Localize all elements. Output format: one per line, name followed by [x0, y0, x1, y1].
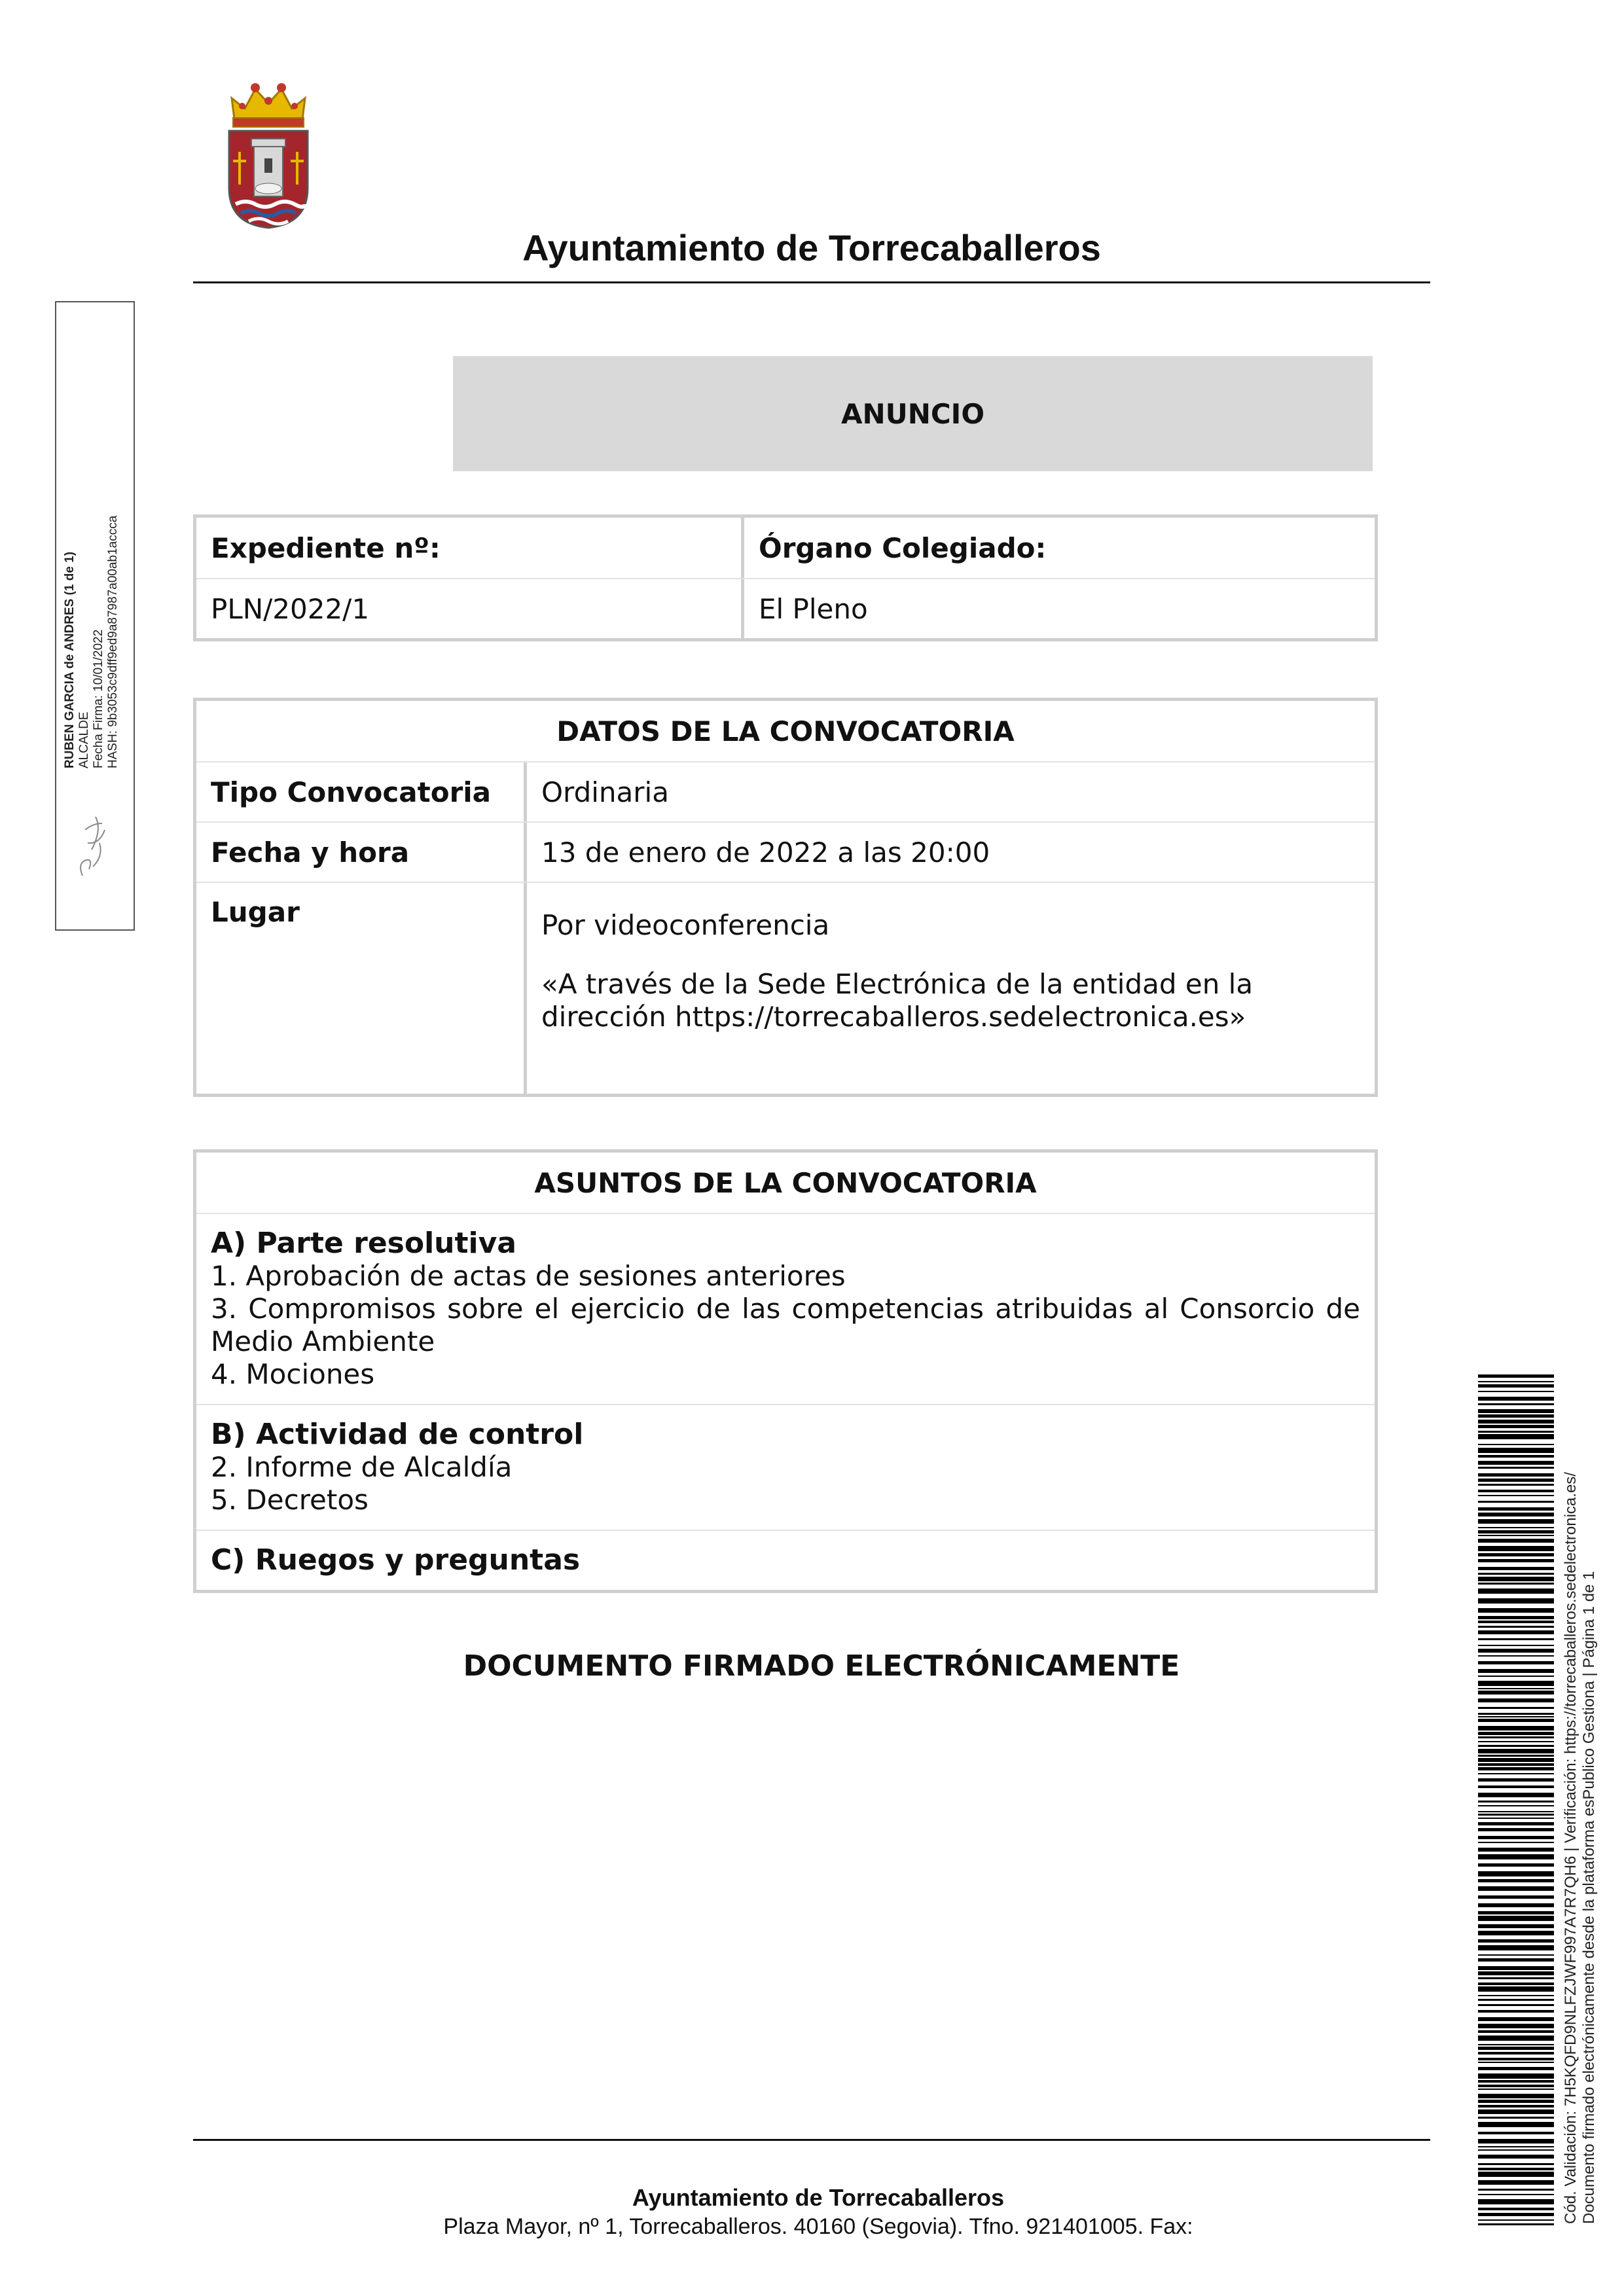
barcode-bar — [1478, 1879, 1554, 1882]
barcode-bar — [1478, 1448, 1554, 1453]
barcode-bar — [1478, 1931, 1554, 1935]
fecha-label: Fecha y hora — [211, 836, 410, 869]
footer-title: Ayuntamiento de Torrecaballeros — [632, 2184, 1005, 2211]
barcode-bar — [1478, 2155, 1554, 2159]
barcode-bar — [1478, 1793, 1554, 1797]
barcode-bar — [1478, 2172, 1554, 2177]
validation-platform: Documento firmado electrónicamente desde la plataforma esPublico Gestiona | Página 1 de 1 — [1580, 1571, 1598, 2224]
barcode-bar — [1478, 1736, 1554, 1738]
firmado-notice: DOCUMENTO FIRMADO ELECTRÓNICAMENTE — [463, 1649, 1180, 1683]
barcode-bar — [1478, 2073, 1554, 2079]
barcode-bar — [1478, 1403, 1554, 1405]
barcode-bar — [1478, 1801, 1554, 1803]
barcode-bar — [1478, 2058, 1554, 2060]
barcode-bar — [1478, 1811, 1554, 1812]
barcode-bar — [1478, 2132, 1554, 2134]
barcode-bar — [1478, 1553, 1554, 1556]
barcode-bar — [1478, 1577, 1554, 1581]
barcode-bar — [1478, 1649, 1554, 1653]
barcode-bar — [1478, 2067, 1554, 2070]
barcode-bar — [1478, 1567, 1554, 1570]
barcode-bar — [1478, 1716, 1554, 1717]
barcode-bar — [1478, 1785, 1554, 1788]
barcode-bar — [1478, 1484, 1554, 1486]
barcode-bar — [1478, 1698, 1554, 1702]
signature-hash: HASH: 9b3053c9dff9ed9a87987a00ab1accca — [106, 515, 120, 768]
barcode-bar — [1478, 2180, 1554, 2185]
barcode-bar — [1478, 1461, 1554, 1465]
barcode-bar — [1478, 1707, 1554, 1709]
barcode-bar — [1478, 1818, 1554, 1819]
barcode-bar — [1478, 1745, 1554, 1747]
barcode-bar — [1478, 1911, 1554, 1914]
barcode-bar — [1478, 1374, 1554, 1378]
barcode-bar — [1478, 2223, 1554, 2225]
barcode-bar — [1478, 1630, 1554, 1634]
validation-code: Cód. Validación: 7H5KQFD9NLFZJWF997A7R7QH6 | Verificación: https://torrecaballeros.sedelectronica.es/ — [1562, 1472, 1579, 2224]
barcode-bar — [1478, 1455, 1554, 1458]
signer-role: ALCALDE — [77, 711, 91, 768]
barcode-bar — [1478, 1501, 1554, 1503]
barcode-bar — [1478, 1945, 1554, 1950]
barcode-bar — [1478, 1903, 1554, 1907]
barcode-bar — [1478, 1507, 1554, 1511]
barcode-bar — [1478, 2036, 1554, 2041]
barcode-bar — [1478, 2117, 1554, 2119]
expediente-table — [193, 514, 1378, 641]
barcode-bar — [1478, 2219, 1554, 2221]
coat-of-arms-icon — [223, 73, 314, 230]
footer-address: Plaza Mayor, nº 1, Torrecaballeros. 40160 (Segovia). Tfno. 921401005. Fax: — [443, 2214, 1193, 2239]
barcode-bar — [1478, 2199, 1554, 2204]
barcode-bar — [1478, 1842, 1554, 1843]
barcode-bar — [1478, 1381, 1554, 1382]
barcode-bar — [1478, 1691, 1554, 1695]
header-title: Ayuntamiento de Torrecaballeros — [522, 227, 1101, 268]
barcode-bar — [1478, 1895, 1554, 1899]
barcode-bar — [1478, 1431, 1554, 1433]
barcode-bar — [1478, 1999, 1554, 2001]
barcode-bar — [1478, 1559, 1554, 1562]
barcode-bar — [1478, 2213, 1554, 2216]
barcode-bar — [1478, 1713, 1554, 1715]
barcode-bar — [1478, 1814, 1554, 1816]
asunto-section-c — [196, 1530, 1375, 1590]
barcode-bar — [1478, 1513, 1554, 1516]
asunto-section-b — [196, 1404, 1375, 1530]
barcode-bar — [1478, 1519, 1554, 1524]
expediente-label: Expediente nº: — [211, 531, 441, 564]
header-divider — [193, 281, 1430, 283]
barcode-bar — [1478, 1726, 1554, 1731]
barcode-bar — [1478, 1971, 1554, 1975]
barcode-bar — [1478, 1886, 1554, 1891]
barcode-bar — [1478, 2146, 1554, 2147]
barcode-bar — [1478, 1863, 1554, 1867]
barcode-bar — [1478, 1598, 1554, 1604]
section-heading: B) Actividad de control — [211, 1418, 584, 1451]
barcode-bar — [1478, 2047, 1554, 2050]
section-heading: C) Ruegos y preguntas — [211, 1543, 581, 1577]
barcode-bar — [1478, 2208, 1554, 2210]
tipo-label: Tipo Convocatoria — [211, 776, 492, 808]
barcode-bar — [1478, 1616, 1554, 1619]
barcode-bar — [1478, 1583, 1554, 1585]
barcode-bar — [1478, 2030, 1554, 2033]
validation-text — [1562, 1373, 1601, 2224]
barcode-bar — [1478, 1397, 1554, 1401]
barcode-bar — [1478, 1778, 1554, 1782]
handwritten-signature-icon — [73, 804, 113, 882]
barcode-bar — [1478, 1539, 1554, 1543]
lugar-value — [524, 883, 1375, 1094]
datos-title: DATOS DE LA CONVOCATORIA — [556, 715, 1015, 747]
barcode-bar — [1478, 1958, 1554, 1962]
barcode-bar — [1478, 1535, 1554, 1536]
datos-table — [193, 698, 1378, 1097]
barcode-bar — [1478, 2089, 1554, 2090]
barcode-bar — [1478, 1425, 1554, 1428]
barcode-bar — [1478, 1444, 1554, 1445]
lugar-line-1: Por videoconferencia — [541, 909, 830, 941]
barcode-bar — [1478, 1527, 1554, 1528]
footer-divider — [193, 2139, 1430, 2141]
lugar-line-2: «A través de la Sede Electrónica de la entidad en la dirección https://torrecaballeros.sedelectronica.es» — [541, 968, 1254, 1033]
barcode-bar — [1478, 1732, 1554, 1735]
barcode-bar — [1478, 1681, 1554, 1686]
fecha-value: 13 de enero de 2022 a las 20:00 — [524, 823, 1375, 882]
barcode-bar — [1478, 2168, 1554, 2170]
barcode-bar — [1478, 1638, 1554, 1640]
barcode-bar — [1478, 1588, 1554, 1594]
organo-label: Órgano Colegiado: — [741, 518, 1375, 578]
barcode-bar — [1478, 1767, 1554, 1770]
barcode-bar — [1478, 1495, 1554, 1496]
barcode-bar — [1478, 1763, 1554, 1766]
barcode-bar — [1478, 1871, 1554, 1876]
barcode-bar — [1478, 2024, 1554, 2028]
list-item: 4. Mociones — [211, 1358, 375, 1390]
barcode-icon — [1478, 1374, 1554, 2225]
asuntos-title: ASUNTOS DE LA CONVOCATORIA — [534, 1166, 1037, 1199]
barcode-bar — [1478, 1828, 1554, 1831]
barcode-bar — [1478, 1434, 1554, 1439]
barcode-bar — [1478, 1758, 1554, 1762]
barcode-bar — [1478, 2163, 1554, 2165]
list-item: 3. Compromisos sobre el ejercicio de las competencias atribuidas al Consorcio de Medio Ambiente — [211, 1293, 1360, 1357]
list-item: 5. Decretos — [211, 1484, 369, 1516]
barcode-bar — [1478, 1546, 1554, 1551]
barcode-bar — [1478, 1954, 1554, 1956]
barcode-bar — [1478, 1608, 1554, 1613]
barcode-bar — [1478, 1836, 1554, 1839]
barcode-bar — [1478, 1854, 1554, 1859]
barcode-bar — [1478, 2010, 1554, 2013]
barcode-bar — [1478, 1655, 1554, 1657]
barcode-bar — [1478, 2004, 1554, 2006]
expediente-value: PLN/2022/1 — [211, 592, 370, 625]
barcode-bar — [1478, 1645, 1554, 1646]
barcode-bar — [1478, 1490, 1554, 1492]
barcode-bar — [1478, 1676, 1554, 1677]
barcode-bar — [1478, 2052, 1554, 2054]
barcode-bar — [1478, 1384, 1554, 1388]
barcode-bar — [1478, 1688, 1554, 1689]
barcode-bar — [1478, 2189, 1554, 2191]
barcode-bar — [1478, 1409, 1554, 1413]
section-heading: A) Parte resolutiva — [211, 1227, 516, 1260]
signature-date: Fecha Firma: 10/01/2022 — [92, 629, 105, 768]
barcode-bar — [1478, 1669, 1554, 1673]
barcode-bar — [1478, 2094, 1554, 2098]
barcode-bar — [1478, 1805, 1554, 1806]
barcode-bar — [1478, 2109, 1554, 2114]
barcode-bar — [1478, 1479, 1554, 1482]
barcode-bar — [1478, 1916, 1554, 1921]
barcode-bar — [1478, 1626, 1554, 1628]
barcode-bar — [1478, 1749, 1554, 1753]
barcode-bar — [1478, 1773, 1554, 1774]
barcode-bar — [1478, 1621, 1554, 1623]
barcode-bar — [1478, 1573, 1554, 1575]
anuncio-banner: ANUNCIO — [453, 356, 1373, 471]
asuntos-table — [193, 1149, 1378, 1593]
barcode-bar — [1478, 2100, 1554, 2103]
barcode-bar — [1478, 2194, 1554, 2195]
barcode-bar — [1478, 1719, 1554, 1722]
barcode-bar — [1478, 1986, 1554, 1992]
barcode-bar — [1478, 1414, 1554, 1418]
barcode-bar — [1478, 1473, 1554, 1477]
barcode-bar — [1478, 2122, 1554, 2127]
barcode-bar — [1478, 1848, 1554, 1852]
barcode-bar — [1478, 2149, 1554, 2151]
organo-value: El Pleno — [741, 579, 1375, 638]
barcode-bar — [1478, 1420, 1554, 1424]
barcode-bar — [1478, 2105, 1554, 2108]
barcode-bar — [1478, 1741, 1554, 1742]
tipo-value: Ordinaria — [524, 762, 1375, 821]
barcode-bar — [1478, 1995, 1554, 1996]
barcode-bar — [1478, 1391, 1554, 1392]
barcode-bar — [1478, 1924, 1554, 1928]
lugar-label: Lugar — [211, 896, 300, 928]
barcode-bar — [1478, 2062, 1554, 2063]
barcode-bar — [1478, 1982, 1554, 1985]
signer-name: RUBEN GARCIA de ANDRES (1 de 1) — [63, 551, 77, 768]
barcode-bar — [1478, 1530, 1554, 1534]
barcode-bar — [1478, 1755, 1554, 1757]
barcode-bar — [1478, 1661, 1554, 1664]
barcode-bar — [1478, 1822, 1554, 1825]
list-item: 1. Aprobación de actas de sesiones anteriores — [211, 1260, 846, 1292]
barcode-bar — [1478, 2085, 1554, 2087]
barcode-bar — [1478, 1467, 1554, 1469]
asunto-section-a — [196, 1213, 1375, 1404]
barcode-bar — [1478, 1977, 1554, 1979]
list-item: 2. Informe de Alcaldía — [211, 1451, 513, 1483]
barcode-bar — [1478, 2080, 1554, 2083]
barcode-bar — [1478, 1966, 1554, 1970]
barcode-bar — [1478, 2044, 1554, 2045]
barcode-bar — [1478, 2017, 1554, 2021]
signature-text — [63, 493, 140, 768]
barcode-bar — [1478, 1939, 1554, 1943]
barcode-bar — [1478, 2139, 1554, 2144]
